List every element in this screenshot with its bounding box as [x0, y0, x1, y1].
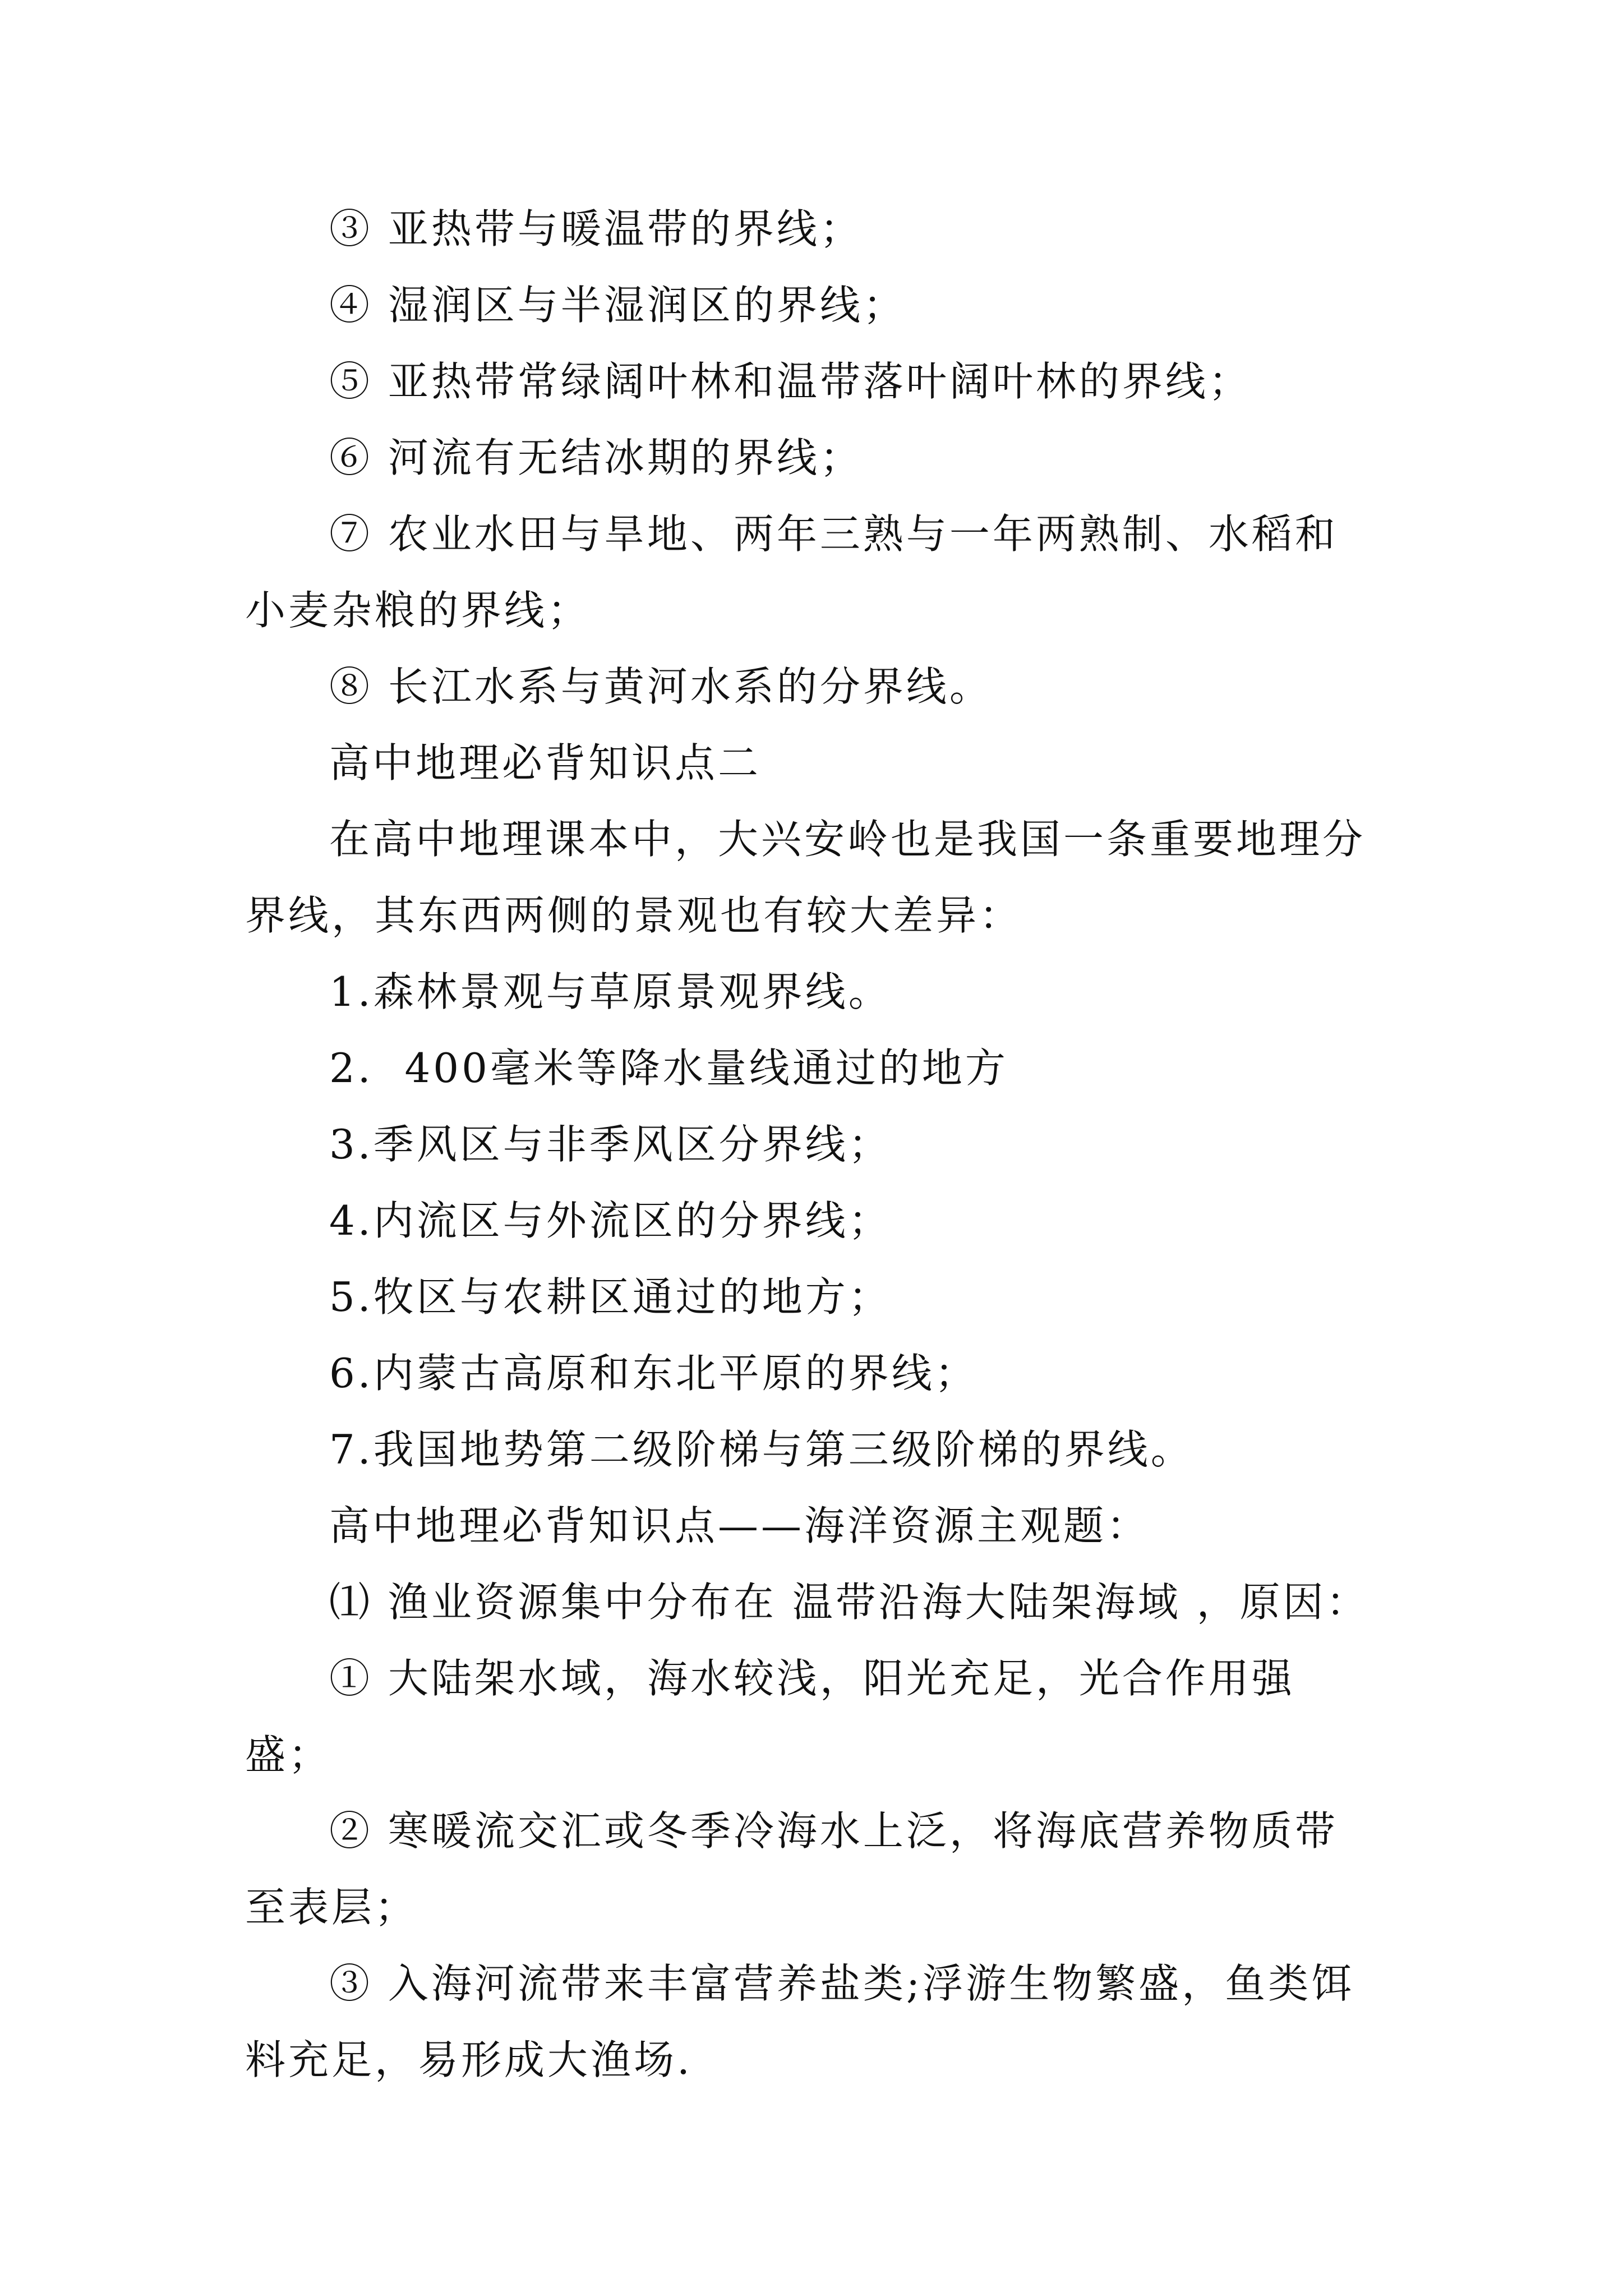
- paragraph-4: ⑥ 河流有无结冰期的界线；: [329, 434, 863, 481]
- section-heading-2: 高中地理必背知识点二: [329, 739, 762, 786]
- paragraph-3: ⑤ 亚热带常绿阔叶林和温带落叶阔叶林的界线；: [329, 358, 1252, 405]
- document-body: [245, 191, 1378, 2098]
- paragraph-15: 7.我国地势第二级阶梯与第三级阶梯的界线。: [329, 1426, 1194, 1473]
- paragraph-17: ⑴ 渔业资源集中分布在 温带沿海大陆架海域 ，原因：: [329, 1579, 1370, 1626]
- paragraph-12: 4.内流区与外流区的分界线；: [329, 1197, 892, 1244]
- paragraph-19: ② 寒暖流交汇或冬季冷海水上泛，将海底营养物质带至表层；: [245, 1807, 1338, 1931]
- paragraph-8: 在高中地理课本中，大兴安岭也是我国一条重要地理分界线，其东西两侧的景观也有较大差异：: [245, 816, 1366, 939]
- paragraph-9: 1.森林景观与草原景观界线。: [329, 968, 892, 1015]
- paragraph-10: 2. 400毫米等降水量线通过的地方: [329, 1045, 1008, 1092]
- paragraph-6: ⑧ 长江水系与黄河水系的分界线。: [329, 663, 993, 710]
- paragraph-13: 5.牧区与农耕区通过的地方；: [329, 1273, 892, 1320]
- section-heading-ocean: 高中地理必背知识点——海洋资源主观题：: [329, 1502, 1150, 1549]
- paragraph-14: 6.内蒙古高原和东北平原的界线；: [329, 1350, 978, 1397]
- paragraph-1: ③ 亚热带与暖温带的界线；: [329, 205, 863, 252]
- paragraph-2: ④ 湿润区与半湿润区的界线；: [329, 282, 906, 329]
- paragraph-5: ⑦ 农业水田与旱地、两年三熟与一年两熟制、水稻和小麦杂粮的界线；: [245, 510, 1338, 634]
- paragraph-18: ① 大陆架水域，海水较浅，阳光充足，光合作用强盛；: [245, 1655, 1295, 1778]
- paragraph-20: ③ 入海河流带来丰富营养盐类;浮游生物繁盛，鱼类饵料充足，易形成大渔场.: [245, 1960, 1355, 2083]
- paragraph-11: 3.季风区与非季风区分界线；: [329, 1121, 892, 1168]
